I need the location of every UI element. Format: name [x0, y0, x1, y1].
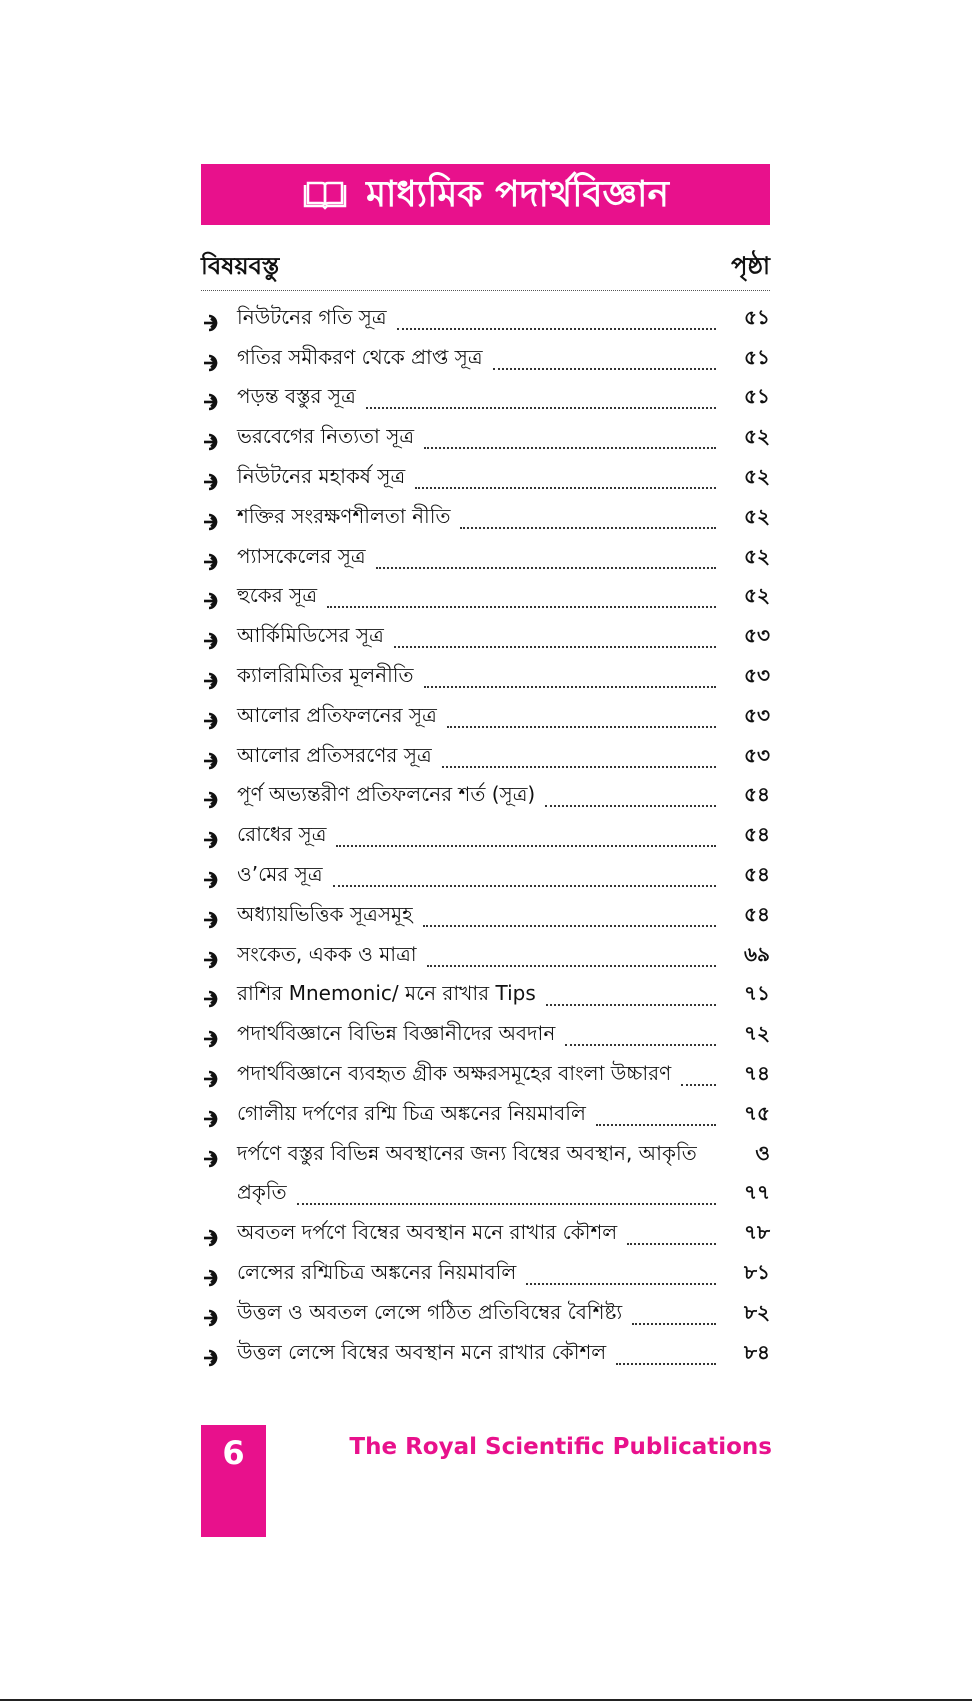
- toc-item-page: ৫২: [744, 424, 770, 449]
- toc-item-title: আলোর প্রতিফলনের সূত্র: [237, 702, 437, 727]
- toc-item: [201, 459, 770, 499]
- toc-item: [201, 300, 770, 340]
- toc-item-page: ৮২: [744, 1299, 770, 1324]
- toc-item-page: ৫৪: [744, 822, 770, 847]
- toc-item: [201, 1255, 770, 1295]
- arrow-bullet-icon: [201, 391, 223, 413]
- toc-item: [201, 1096, 770, 1136]
- toc-item-page: ৫৪: [744, 782, 770, 807]
- toc-item: [201, 698, 770, 738]
- toc-item: [201, 1056, 770, 1096]
- title-banner: [201, 164, 770, 225]
- toc-item-page: ৭১: [744, 981, 770, 1006]
- dotted-leader: [415, 487, 716, 489]
- toc-item: [201, 380, 770, 420]
- toc-item-title: গোলীয় দর্পণের রশ্মি চিত্র অঙ্কনের নিয়মাবলি: [237, 1100, 586, 1125]
- dotted-leader: [596, 1124, 716, 1126]
- column-header: [201, 246, 770, 291]
- arrow-bullet-icon: [201, 750, 223, 772]
- arrow-bullet-icon: [201, 909, 223, 931]
- arrow-bullet-icon: [201, 1068, 223, 1090]
- dotted-leader: [394, 646, 716, 648]
- dotted-leader: [442, 766, 716, 768]
- dotted-leader: [336, 845, 716, 847]
- arrow-bullet-icon: [201, 511, 223, 533]
- toc-item: [201, 1136, 770, 1176]
- toc-item: [201, 817, 770, 857]
- toc-item: [201, 857, 770, 897]
- arrow-bullet-icon: [201, 869, 223, 891]
- toc-item: [201, 419, 770, 459]
- page-number: 6: [222, 1434, 245, 1472]
- toc-item-title: অধ্যায়ভিত্তিক সূত্রসমূহ: [237, 901, 413, 926]
- toc-item-title: ভরবেগের নিত্যতা সূত্র: [237, 424, 415, 449]
- arrow-bullet-icon: [201, 1347, 223, 1369]
- toc-item-page: ৫৩: [744, 702, 770, 727]
- toc-item: [201, 1215, 770, 1255]
- toc-item: [201, 1176, 770, 1216]
- toc-item: [201, 499, 770, 539]
- toc-item-page: ও: [755, 1140, 770, 1165]
- toc-item-page: ৭৮: [744, 1220, 770, 1245]
- toc-item-page: ৭২: [743, 1021, 770, 1046]
- toc-item-title: পদার্থবিজ্ঞানে বিভিন্ন বিজ্ঞানীদের অবদান: [237, 1021, 556, 1046]
- dotted-leader: [327, 606, 716, 608]
- toc-item: [201, 579, 770, 619]
- dotted-leader: [424, 686, 716, 688]
- dotted-leader: [632, 1323, 716, 1325]
- toc-item-title: প্যাসকেলের সূত্র: [237, 543, 366, 568]
- dotted-leader: [397, 328, 716, 330]
- toc-item: [201, 1295, 770, 1335]
- arrow-bullet-icon: [201, 1108, 223, 1130]
- arrow-bullet-icon: [201, 312, 223, 334]
- dotted-leader: [460, 527, 716, 529]
- toc-item: [201, 340, 770, 380]
- subject-column-label: বিষয়বস্তু: [201, 252, 280, 280]
- dotted-leader: [333, 885, 716, 887]
- arrow-bullet-icon: [201, 710, 223, 732]
- arrow-bullet-icon: [201, 1148, 223, 1170]
- toc-item: [201, 937, 770, 977]
- toc-item-title: হুকের সূত্র: [237, 583, 318, 608]
- arrow-bullet-icon: [201, 590, 223, 612]
- toc-item-page: ৭৭: [743, 1180, 770, 1205]
- toc-item: [201, 977, 770, 1017]
- arrow-bullet-icon: [201, 431, 223, 453]
- toc-item-page: ৫৪: [744, 901, 770, 926]
- toc-item-title: ও’মের সূত্র: [237, 861, 323, 886]
- dotted-leader: [681, 1084, 716, 1086]
- toc-item-page: ৫৩: [744, 662, 770, 687]
- toc-item-page: ৮১: [744, 1259, 770, 1284]
- arrow-bullet-icon: [201, 1227, 223, 1249]
- dotted-leader: [545, 805, 716, 807]
- dotted-leader: [526, 1283, 716, 1285]
- toc-item-title: শক্তির সংরক্ষণশীলতা নীতি: [237, 503, 451, 528]
- arrow-bullet-icon: [201, 1267, 223, 1289]
- arrow-bullet-icon: [201, 630, 223, 652]
- toc-item: [201, 778, 770, 818]
- toc-item-page: ৫২: [744, 583, 770, 608]
- toc-item-title: উত্তল লেন্সে বিম্বের অবস্থান মনে রাখার কৌশল: [237, 1339, 607, 1364]
- arrow-bullet-icon: [201, 471, 223, 493]
- toc-item: [201, 618, 770, 658]
- toc-item-page: ৬৯: [744, 941, 770, 966]
- arrow-bullet-icon: [201, 988, 223, 1010]
- toc-item-title: উত্তল ও অবতল লেন্সে গঠিত প্রতিবিম্বের বৈশিষ্ট্য: [237, 1299, 623, 1324]
- toc-item-title: পদার্থবিজ্ঞানে ব্যবহৃত গ্রীক অক্ষরসমূহের বাংলা উচ্চারণ: [237, 1060, 672, 1085]
- arrow-bullet-icon: [201, 670, 223, 692]
- page-title: মাধ্যমিক পদার্থবিজ্ঞান: [366, 173, 669, 215]
- toc-item-title: পড়ন্ত বস্তুর সূত্র: [237, 384, 356, 409]
- table-of-contents: [201, 300, 770, 1375]
- publisher-name: The Royal Scientific Publications: [349, 1434, 772, 1460]
- toc-item-title: গতির সমীকরণ থেকে প্রাপ্ত সূত্র: [237, 344, 483, 369]
- toc-item-title: লেন্সের রশ্মিচিত্র অঙ্কনের নিয়মাবলি: [237, 1259, 517, 1284]
- toc-item-page: ৭৪: [744, 1060, 770, 1085]
- toc-item-title: রাশির Mnemonic/ মনে রাখার Tips: [237, 981, 536, 1006]
- toc-item: [201, 658, 770, 698]
- toc-item: [201, 1335, 770, 1375]
- toc-item-page: ৭৫: [744, 1100, 770, 1125]
- arrow-bullet-icon: [201, 829, 223, 851]
- arrow-bullet-icon: [201, 789, 223, 811]
- arrow-bullet-icon: [201, 352, 223, 374]
- toc-item-page: ৫১: [744, 384, 770, 409]
- toc-item-page: ৮৪: [744, 1339, 770, 1364]
- toc-item-title: দর্পণে বস্তুর বিভিন্ন অবস্থানের জন্য বিম্বের অবস্থান, আকৃতি: [237, 1140, 697, 1165]
- dotted-leader: [565, 1044, 716, 1046]
- dotted-leader: [376, 567, 716, 569]
- dotted-leader: [424, 447, 716, 449]
- dotted-leader: [427, 965, 716, 967]
- toc-item-title: পূর্ণ অভ্যন্তরীণ প্রতিফলনের শর্ত (সূত্র): [237, 782, 536, 807]
- toc-item: [201, 1016, 770, 1056]
- toc-item-page: ৫৩: [744, 623, 770, 648]
- toc-item-page: ৫১: [744, 304, 770, 329]
- toc-item-title: প্রকৃতি: [237, 1180, 287, 1205]
- toc-item-page: ৫২: [744, 543, 770, 568]
- dotted-leader: [546, 1004, 716, 1006]
- dotted-leader: [297, 1203, 716, 1205]
- toc-item: [201, 897, 770, 937]
- toc-item-title: অবতল দর্পণে বিম্বের অবস্থান মনে রাখার কৌশল: [237, 1220, 618, 1245]
- page-number-tab: [201, 1425, 266, 1537]
- toc-item-title: নিউটনের গতি সূত্র: [237, 304, 387, 329]
- dotted-leader: [423, 925, 716, 927]
- toc-item: [201, 539, 770, 579]
- dotted-leader: [366, 407, 716, 409]
- toc-item-page: ৫২: [744, 503, 770, 528]
- dotted-leader: [447, 726, 716, 728]
- toc-item: [201, 738, 770, 778]
- toc-item-title: ক্যালরিমিতির মূলনীতি: [237, 662, 414, 687]
- dotted-leader: [627, 1243, 716, 1245]
- toc-item-page: ৫২: [744, 463, 770, 488]
- arrow-bullet-icon: [201, 1028, 223, 1050]
- toc-item-title: নিউটনের মহাকর্ষ সূত্র: [237, 463, 406, 488]
- toc-item-title: আর্কিমিডিসের সূত্র: [237, 623, 384, 648]
- toc-item-title: রোধের সূত্র: [237, 822, 327, 847]
- arrow-bullet-icon: [201, 551, 223, 573]
- toc-item-title: সংকেত, একক ও মাত্রা: [237, 941, 417, 966]
- page-column-label: পৃষ্ঠা: [731, 252, 770, 280]
- toc-item-title: আলোর প্রতিসরণের সূত্র: [237, 742, 432, 767]
- dotted-leader: [493, 368, 716, 370]
- toc-item-page: ৫১: [744, 344, 770, 369]
- arrow-bullet-icon: [201, 949, 223, 971]
- toc-item-page: ৫৩: [744, 742, 770, 767]
- dotted-leader: [616, 1363, 716, 1365]
- arrow-bullet-icon: [201, 1307, 223, 1329]
- book-icon: [302, 180, 348, 210]
- toc-item-page: ৫৪: [744, 861, 770, 886]
